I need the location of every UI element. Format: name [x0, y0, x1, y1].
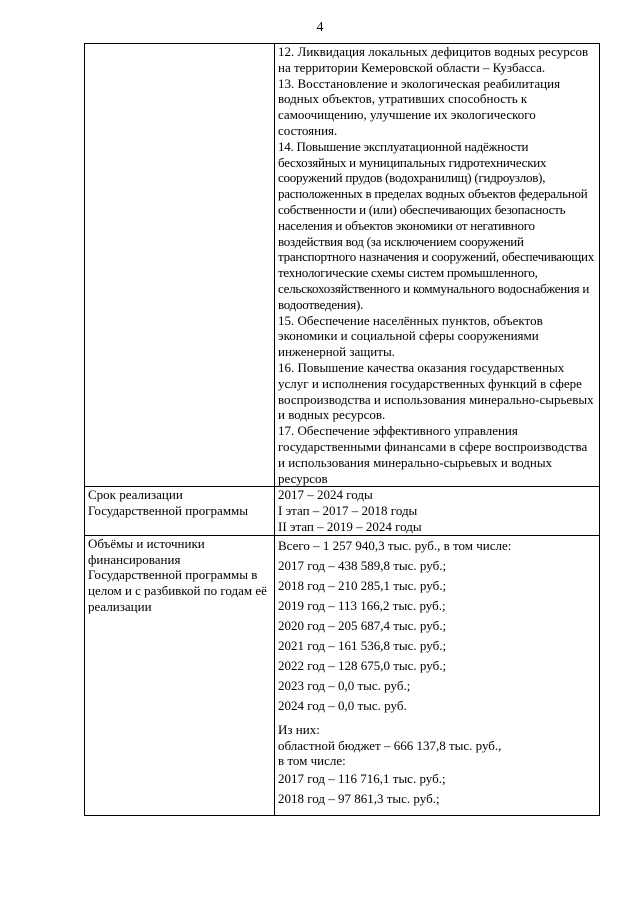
task-item-14: 14. Повышение эксплуатационной надёжности бесхозяйных и муниципальных гидротехнических сооружений прудов (водохранилищ) (гидроузлов), расположенных в пределах водных объектов федеральной собственности и (или) обеспечивающих безопасность населения и объектов экономики от негативного воздействия вод (за исключением сооружений транспортного назначения и сооружений, обеспечивающих технологические схемы систем промышленного, сельскохозяйственного и коммунального водоснабжения и водоотведения). [278, 138, 594, 312]
funding-year-line: 2018 год – 210 285,1 тыс. руб.; [278, 577, 447, 593]
term-line: 2017 – 2024 годы [278, 487, 373, 503]
funding-year-line: 2020 год – 205 687,4 тыс. руб.; [278, 617, 447, 633]
regional-including: в том числе: [278, 753, 346, 769]
table-row-term [85, 487, 600, 535]
funding-year-line: 2017 год – 438 589,8 тыс. руб.; [278, 557, 447, 573]
task-item-13: 13. Восстановление и экологическая реабилитация водных объектов, утративших способность к самоочищению, улучшение их экологического состояния. [278, 75, 561, 138]
table-row-tasks [85, 44, 600, 487]
funding-total: Всего – 1 257 940,3 тыс. руб., в том числе: [278, 537, 512, 553]
term-content-cell [275, 487, 600, 535]
funding-label: Объёмы и источники финансирования Государственной программы в целом и с разбивкой по годам её реализации [85, 535, 275, 815]
page-number: 4 [316, 20, 324, 35]
funding-year-line: 2021 год – 161 536,8 тыс. руб.; [278, 637, 447, 653]
tasks-content-cell [275, 44, 600, 487]
funding-year-line: 2022 год – 128 675,0 тыс. руб.; [278, 657, 447, 673]
task-item-17: 17. Обеспечение эффективного управления государственными финансами в сфере воспроизводства и использования минерально-сырьевых и водных ресурсов [278, 423, 588, 486]
funding-year-line: 2023 год – 0,0 тыс. руб.; [278, 677, 411, 693]
term-line: II этап – 2019 – 2024 годы [278, 518, 422, 534]
term-line: I этап – 2017 – 2018 годы [278, 503, 418, 519]
program-passport-table [84, 43, 600, 816]
funding-of-which: Из них: [278, 721, 320, 737]
task-item-12: 12. Ликвидация локальных дефицитов водных ресурсов на территории Кемеровской области – Кузбасса. [278, 44, 589, 75]
task-item-16: 16. Повышение качества оказания государственных услуг и исполнения государственных функций в сфере воспроизводства и использования минерально-сырьевых и водных ресурсов. [278, 359, 594, 423]
term-label: Срок реализации Государственной программы [85, 487, 275, 535]
tasks-label-cell [85, 44, 275, 487]
task-item-15: 15. Обеспечение населённых пунктов, объектов экономики и социальной сферы сооружениями инженерной защиты. [278, 312, 543, 360]
funding-year-line: 2024 год – 0,0 тыс. руб. [278, 697, 407, 713]
funding-year-line: 2019 год – 113 166,2 тыс. руб.; [278, 597, 446, 613]
regional-budget-total: областной бюджет – 666 137,8 тыс. руб., [278, 737, 502, 753]
regional-year-line: 2017 год – 116 716,1 тыс. руб.; [278, 771, 446, 787]
funding-content-cell [275, 535, 600, 815]
regional-year-line: 2018 год – 97 861,3 тыс. руб.; [278, 791, 440, 807]
table-row-funding [85, 535, 600, 815]
